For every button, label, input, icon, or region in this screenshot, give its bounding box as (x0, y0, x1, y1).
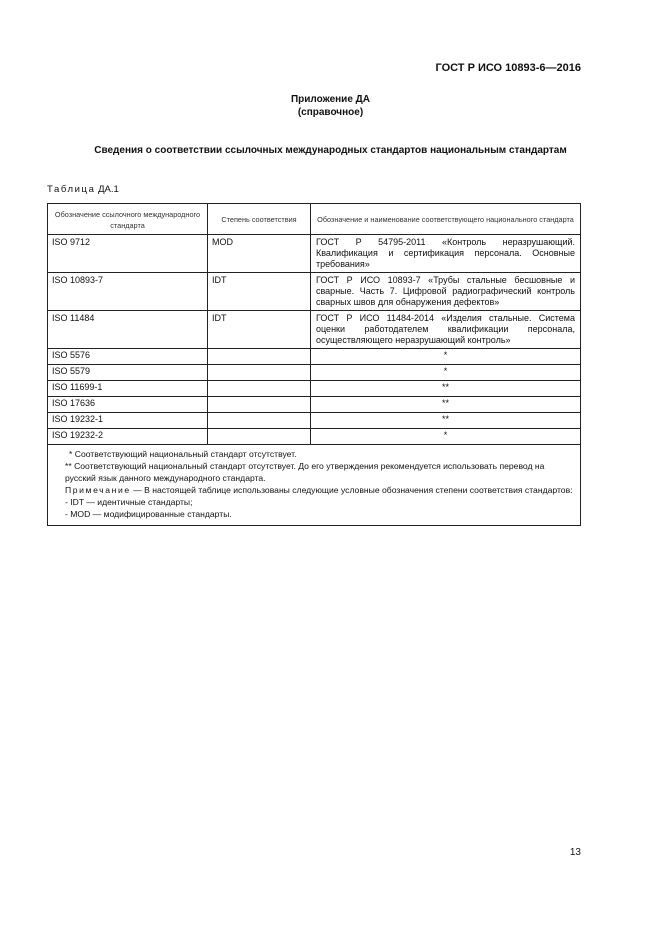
table-row (48, 429, 581, 445)
header-degree: Степень соответствия (208, 204, 311, 235)
table-header-row (48, 204, 581, 235)
table-row (48, 349, 581, 365)
cell-degree (208, 381, 311, 397)
cell-degree (208, 349, 311, 365)
cell-national: * (311, 349, 581, 365)
cell-reference: ISO 10893-7 (48, 273, 208, 311)
note-label: Примечание (65, 485, 131, 495)
cell-national: ГОСТ Р 54795-2011 «Контроль неразрушающий. Квалификация и сертификация персонала. Основные требования» (311, 235, 581, 273)
footnote-single-star: * Соответствующий национальный стандарт отсутствует. (69, 449, 297, 459)
table-label-word: Таблица (47, 184, 96, 195)
table-notes-row (48, 445, 581, 526)
cell-degree: IDT (208, 273, 311, 311)
table-row (48, 397, 581, 413)
cell-reference: ISO 19232-1 (48, 413, 208, 429)
cell-reference: ISO 17636 (48, 397, 208, 413)
cell-reference: ISO 11484 (48, 311, 208, 349)
note-mod: - MOD — модифицированные стандарты. (65, 509, 232, 519)
cell-national: * (311, 365, 581, 381)
cell-national: * (311, 429, 581, 445)
annex-title: Приложение ДА (290, 94, 371, 105)
header-reference-standard: Обозначение ссылочного международного стандарта (48, 204, 208, 235)
table-label-number: ДА.1 (98, 184, 119, 195)
cell-degree (208, 413, 311, 429)
table-row (48, 381, 581, 397)
cell-national: ** (311, 397, 581, 413)
note-text: — В настоящей таблице использованы следующие условные обозначения степени соответствия стандартов: (130, 485, 573, 495)
table-notes (48, 445, 581, 526)
table-row (48, 413, 581, 429)
cell-degree (208, 429, 311, 445)
cell-degree: IDT (208, 311, 311, 349)
cell-national: ** (311, 413, 581, 429)
annex-subtitle: (справочное) (297, 107, 364, 118)
cell-reference: ISO 11699-1 (48, 381, 208, 397)
reference-table (47, 203, 581, 526)
cell-reference: ISO 19232-2 (48, 429, 208, 445)
document-code: ГОСТ Р ИСО 10893-6—2016 (435, 62, 581, 74)
footnote-double-star: ** Соответствующий национальный стандарт отсутствует. До его утверждения рекомендуется использовать перевод на русский язык данного международного стандарта. (65, 461, 545, 483)
table-row (48, 365, 581, 381)
cell-national: ГОСТ Р ИСО 10893-7 «Трубы стальные бесшовные и сварные. Часть 7. Цифровой радиографический контроль сварных швов для обнаружения дефектов» (311, 273, 581, 311)
table-label (47, 184, 119, 195)
cell-degree (208, 397, 311, 413)
cell-reference: ISO 9712 (48, 235, 208, 273)
cell-reference: ISO 5579 (48, 365, 208, 381)
section-title: Сведения о соответствии ссылочных международных стандартов национальным стандартам (94, 145, 567, 156)
page-number: 13 (569, 847, 581, 858)
cell-degree (208, 365, 311, 381)
cell-national: ГОСТ Р ИСО 11484-2014 «Изделия стальные. Система оценки работодателем квалификации персонала, осуществляющего неразрушающий контроль» (311, 311, 581, 349)
cell-reference: ISO 5576 (48, 349, 208, 365)
note-idt: - IDT — идентичные стандарты; (65, 497, 193, 507)
table-row (48, 235, 581, 273)
cell-national: ** (311, 381, 581, 397)
table-row (48, 311, 581, 349)
table-note (53, 484, 575, 496)
header-national-standard: Обозначение и наименование соответствующего национального стандарта (311, 204, 581, 235)
cell-degree: MOD (208, 235, 311, 273)
table-row (48, 273, 581, 311)
